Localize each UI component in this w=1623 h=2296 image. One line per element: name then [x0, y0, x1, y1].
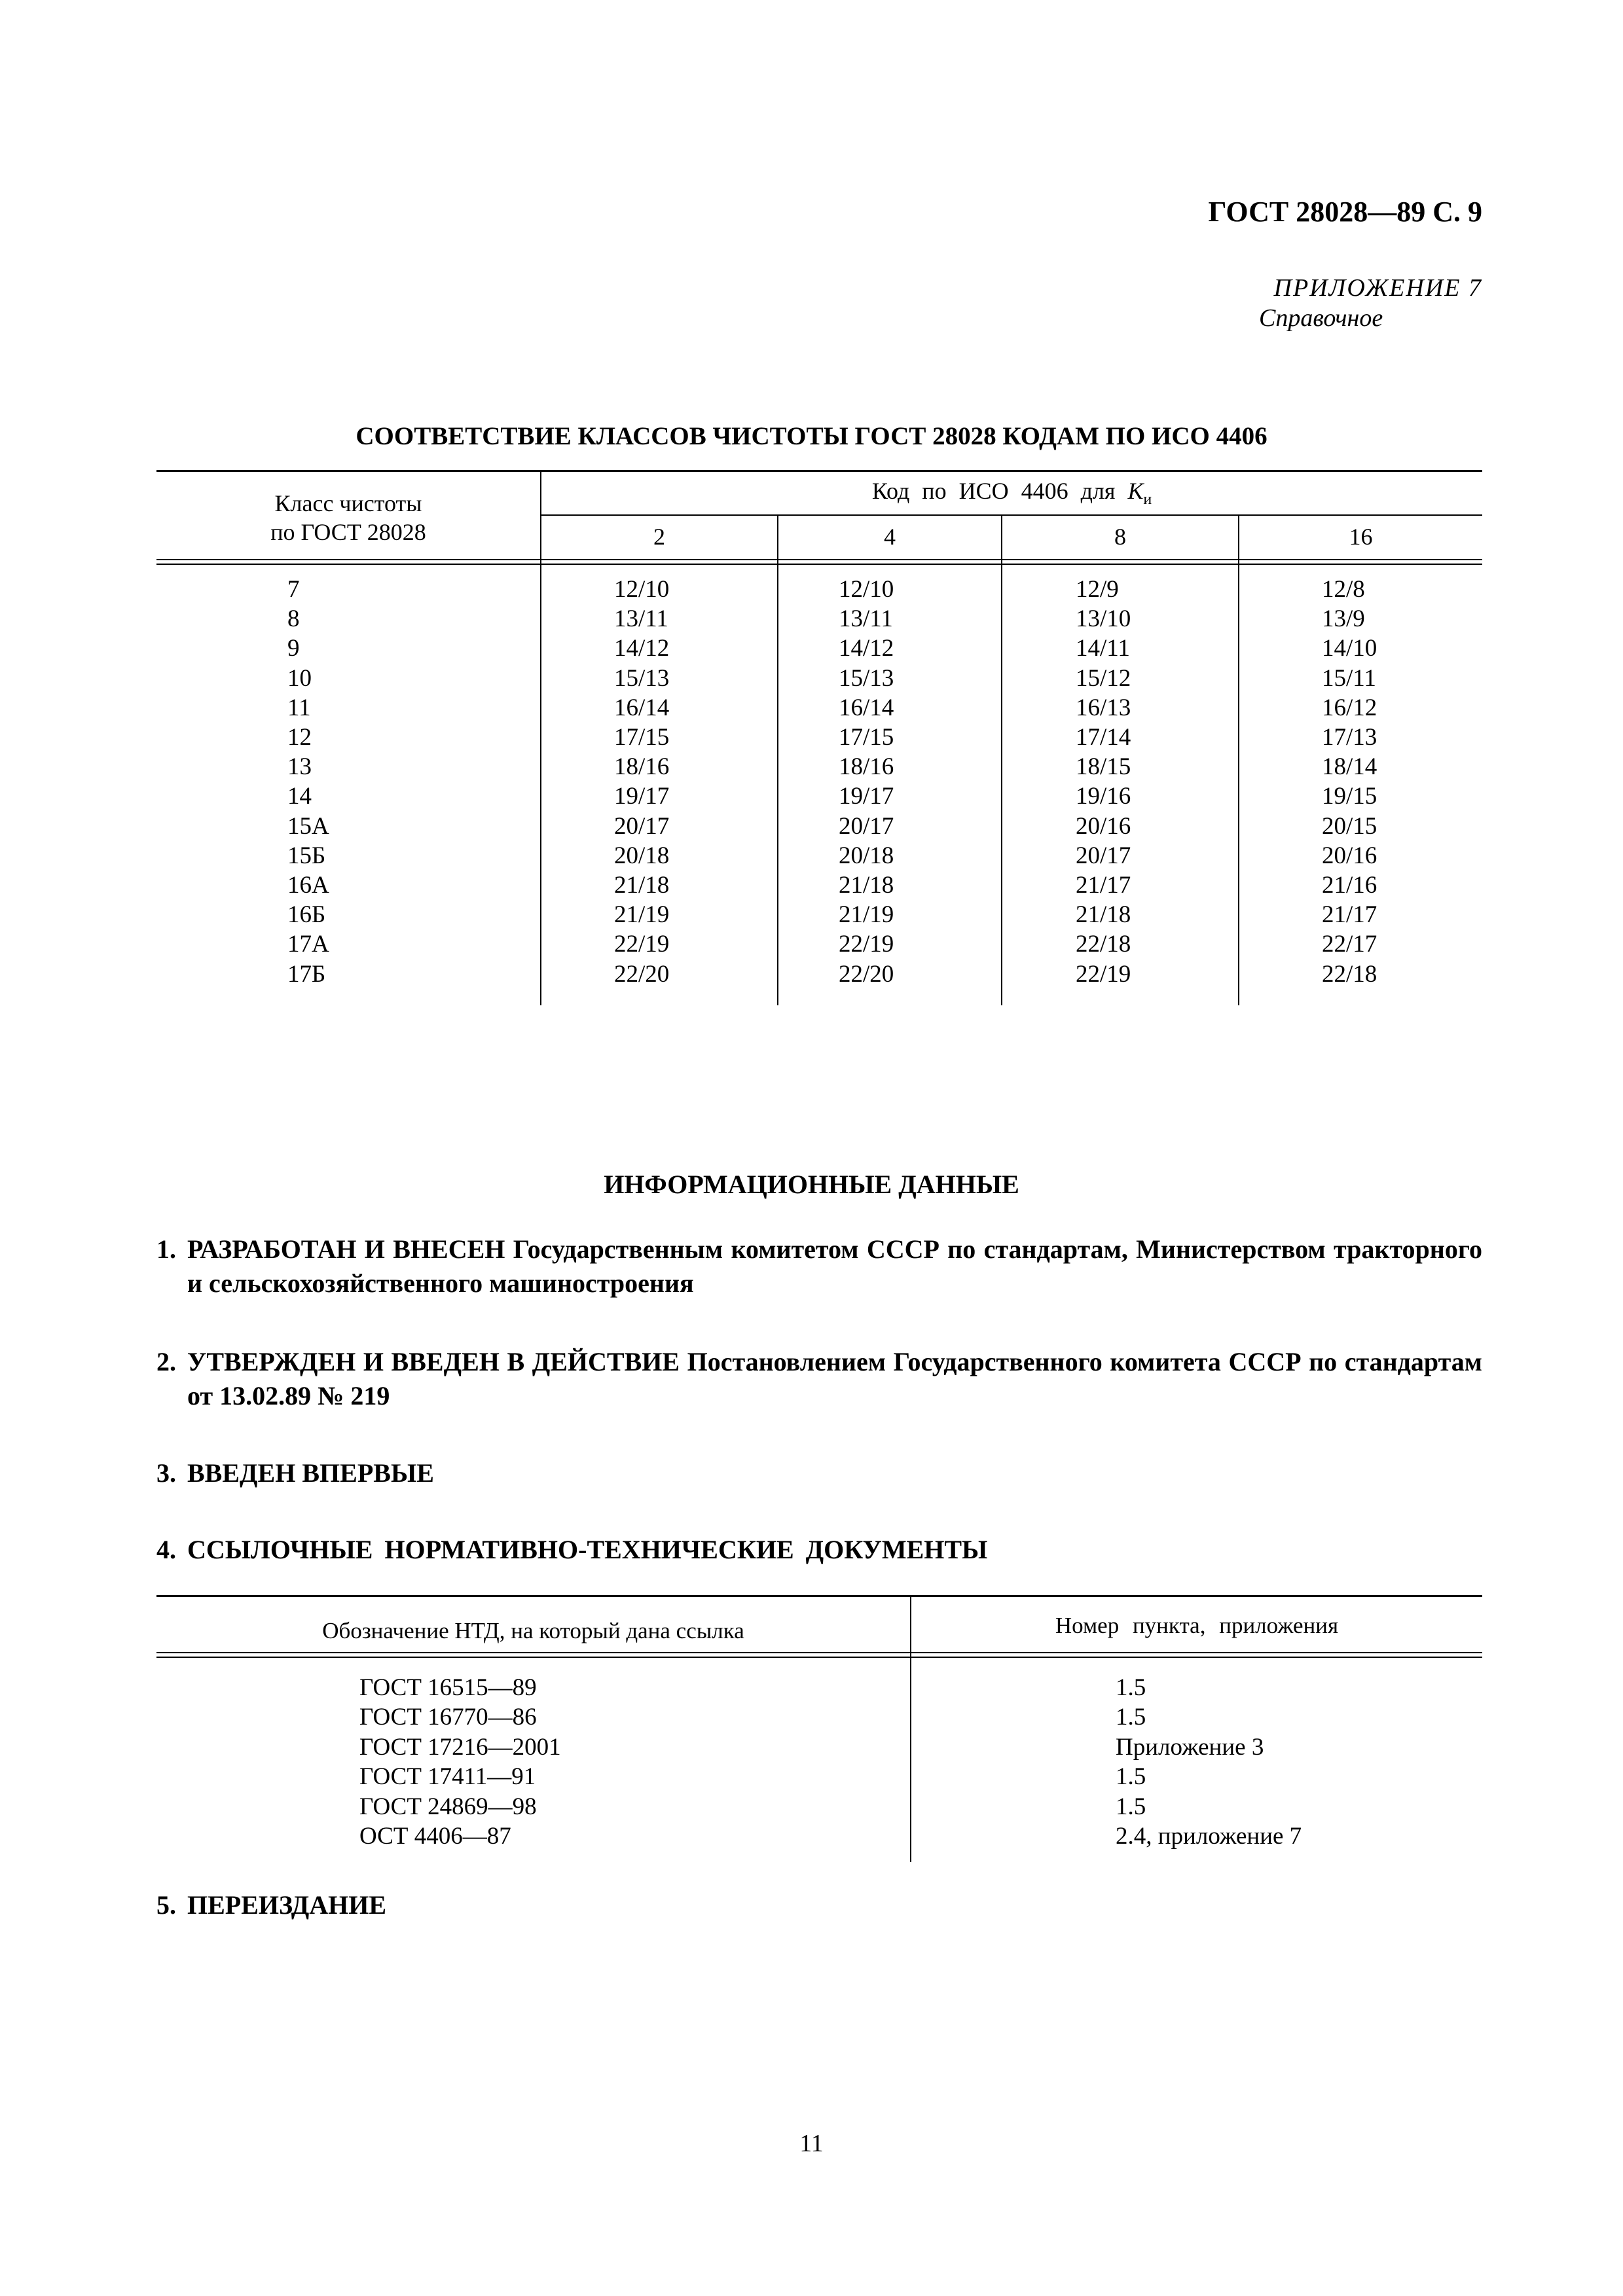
iso-code-cell: 12/10 [839, 576, 894, 603]
iso-code-cell: 13/11 [839, 605, 893, 633]
iso-code-cell: 17/13 [1322, 724, 1377, 751]
iso-code-cell: 15/13 [839, 664, 894, 692]
iso-code-cell: 16/13 [1076, 694, 1131, 721]
info-item-5-number: 5. [156, 1890, 176, 1920]
iso-code-cell: 18/16 [614, 753, 670, 781]
code-column-k8 [1076, 575, 1131, 989]
info-item-2-text: УТВЕРЖДЕН И ВВЕДЕН В ДЕЙСТВИЕ Постановлением Государственного комитета СССР по стандартам от 13.02.89 № 219 [187, 1347, 1482, 1410]
table1-title: СООТВЕТСТВИЕ КЛАССОВ ЧИСТОТЫ ГОСТ 28028 КОДАМ ПО ИСО 4406 [356, 422, 1267, 450]
appendix-type: Справочное [1259, 304, 1383, 332]
iso-code-cell: 21/16 [1322, 872, 1377, 899]
ntd-designation-cell: ГОСТ 24869—98 [359, 1793, 537, 1820]
table2-header-separator-1 [156, 1652, 1482, 1653]
iso-code-cell: 19/17 [614, 783, 670, 810]
iso-code-cell: 21/19 [839, 901, 894, 929]
iso-code-cell: 22/19 [839, 931, 894, 958]
iso-code-cell: 21/18 [839, 872, 894, 899]
table1-vline-1 [777, 514, 778, 1005]
info-item-1-number: 1. [156, 1234, 176, 1264]
iso-code-cell: 17/15 [614, 724, 670, 751]
iso-code-cell: 15/12 [1076, 664, 1131, 692]
iso-code-cell: 13/10 [1076, 605, 1131, 633]
iso-code-cell: 13/9 [1322, 605, 1365, 633]
ntd-designation-column [359, 1673, 561, 1851]
iso-code-cell: 12/9 [1076, 576, 1119, 603]
table2-col0-header: Обозначение НТД, на который дана ссылка [322, 1618, 744, 1643]
clause-number-cell: 2.4, приложение 7 [1116, 1823, 1302, 1850]
iso-code-cell: 19/15 [1322, 783, 1377, 810]
info-item-2-number: 2. [156, 1347, 176, 1376]
iso-code-cell: 20/16 [1322, 842, 1377, 869]
purity-class-cell: 14 [287, 783, 312, 810]
ntd-designation-cell: ГОСТ 16515—89 [359, 1674, 537, 1701]
table1-col0-header [156, 489, 540, 547]
info-section-title: ИНФОРМАЦИОННЫЕ ДАННЫЕ [604, 1170, 1019, 1199]
k-subscript: и [1143, 491, 1152, 509]
iso-code-cell: 18/15 [1076, 753, 1131, 781]
k-value-4: 4 [884, 524, 896, 550]
iso-code-cell: 21/18 [614, 872, 670, 899]
table1-top-border [156, 470, 1482, 472]
ntd-designation-cell: ОСТ 4406—87 [359, 1823, 511, 1850]
iso-code-cell: 17/14 [1076, 724, 1131, 751]
info-item-2 [156, 1345, 1482, 1413]
iso-code-cell: 21/17 [1076, 872, 1131, 899]
reference-documents-table [156, 1595, 1482, 1862]
iso-code-cell: 22/18 [1076, 931, 1131, 958]
clause-number-cell: 1.5 [1116, 1793, 1146, 1820]
purity-class-cell: 9 [287, 635, 300, 662]
iso-code-cell: 17/15 [839, 724, 894, 751]
purity-class-table [156, 470, 1482, 1005]
purity-class-cell: 11 [287, 694, 311, 721]
info-item-5-text: ПЕРЕИЗДАНИЕ [187, 1890, 387, 1920]
iso-code-cell: 20/15 [1322, 812, 1377, 840]
iso-code-cell: 20/16 [1076, 812, 1131, 840]
clause-number-cell: 1.5 [1116, 1674, 1146, 1701]
purity-class-cell: 13 [287, 753, 312, 781]
purity-class-cell: 15Б [287, 842, 326, 869]
k-value-16: 16 [1349, 524, 1373, 550]
info-item-4-number: 4. [156, 1535, 176, 1564]
table1-header-separator-2 [156, 564, 1482, 565]
iso-code-cell: 13/11 [614, 605, 668, 633]
clause-number-cell: 1.5 [1116, 1763, 1146, 1791]
iso-code-cell: 22/20 [839, 960, 894, 988]
info-item-3-number: 3. [156, 1458, 176, 1488]
info-item-3-text: ВВЕДЕН ВПЕРВЫЕ [187, 1458, 434, 1488]
code-column-k16 [1322, 575, 1377, 989]
iso-code-cell: 18/16 [839, 753, 894, 781]
purity-class-cell: 16А [287, 872, 329, 899]
iso-code-cell: 14/11 [1076, 635, 1130, 662]
table1-header-separator-1 [156, 559, 1482, 560]
purity-class-cell: 17А [287, 931, 329, 958]
table1-group-header-text: Код по ИСО 4406 для [871, 478, 1116, 504]
info-item-4-text: ССЫЛОЧНЫЕ НОРМАТИВНО-ТЕХНИЧЕСКИЕ ДОКУМЕНТЫ [187, 1535, 988, 1564]
purity-class-cell: 17Б [287, 960, 326, 988]
iso-code-cell: 14/12 [839, 635, 894, 662]
iso-code-cell: 21/18 [1076, 901, 1131, 929]
k-value-8: 8 [1114, 524, 1126, 550]
table1-col0-header-line1: Класс чистоты [274, 490, 422, 516]
code-column-k4 [839, 575, 894, 989]
k-symbol: К [1127, 478, 1144, 504]
iso-code-cell: 20/17 [839, 812, 894, 840]
purity-class-cell: 10 [287, 664, 312, 692]
iso-code-cell: 19/17 [839, 783, 894, 810]
iso-code-cell: 15/13 [614, 664, 670, 692]
info-item-1 [156, 1232, 1482, 1300]
table1-col0-header-line2: по ГОСТ 28028 [270, 519, 426, 545]
table1-group-header [541, 476, 1482, 514]
iso-code-cell: 20/17 [1076, 842, 1131, 869]
purity-class-cell: 7 [287, 576, 300, 603]
iso-code-cell: 21/17 [1322, 901, 1377, 929]
k-value-2: 2 [653, 524, 665, 550]
iso-code-cell: 22/19 [614, 931, 670, 958]
iso-code-cell: 16/14 [839, 694, 894, 721]
purity-class-cell: 16Б [287, 901, 326, 929]
table1-vline-3 [1238, 514, 1239, 1005]
info-item-3 [156, 1456, 1482, 1490]
clause-number-column [1116, 1673, 1302, 1851]
iso-code-cell: 14/12 [614, 635, 670, 662]
code-column-k2 [614, 575, 669, 989]
iso-code-cell: 22/20 [614, 960, 670, 988]
ntd-designation-cell: ГОСТ 16770—86 [359, 1704, 537, 1731]
iso-code-cell: 20/18 [839, 842, 894, 869]
purity-class-column [287, 575, 329, 989]
table2-top-border [156, 1595, 1482, 1597]
table2-col1-header: Номер пункта, приложения [1055, 1613, 1339, 1638]
table1-subheader-line [541, 514, 1482, 516]
iso-code-cell: 18/14 [1322, 753, 1377, 781]
clause-number-cell: Приложение 3 [1116, 1733, 1264, 1761]
iso-code-cell: 12/8 [1322, 576, 1365, 603]
iso-code-cell: 15/11 [1322, 664, 1376, 692]
iso-code-cell: 20/18 [614, 842, 670, 869]
clause-number-cell: 1.5 [1116, 1704, 1146, 1731]
iso-code-cell: 19/16 [1076, 783, 1131, 810]
table2-header-separator-2 [156, 1657, 1482, 1658]
purity-class-cell: 12 [287, 724, 312, 751]
iso-code-cell: 22/19 [1076, 960, 1131, 988]
info-item-5 [156, 1888, 1482, 1922]
iso-code-cell: 12/10 [614, 576, 670, 603]
table1-vline-2 [1001, 514, 1002, 1005]
info-item-4 [156, 1533, 1482, 1567]
iso-code-cell: 22/17 [1322, 931, 1377, 958]
document-code: ГОСТ 28028—89 С. 9 [1208, 196, 1482, 228]
iso-code-cell: 20/17 [614, 812, 670, 840]
purity-class-cell: 8 [287, 605, 300, 633]
iso-code-cell: 16/12 [1322, 694, 1377, 721]
iso-code-cell: 21/19 [614, 901, 670, 929]
page-number: 11 [799, 2130, 824, 2157]
ntd-designation-cell: ГОСТ 17411—91 [359, 1763, 536, 1791]
iso-code-cell: 14/10 [1322, 635, 1377, 662]
appendix-label: ПРИЛОЖЕНИЕ 7 [1273, 274, 1482, 302]
purity-class-cell: 15А [287, 812, 329, 840]
info-item-1-text: РАЗРАБОТАН И ВНЕСЕН Государственным комитетом СССР по стандартам, Министерством тракторного и сельскохозяйственного машиностроения [187, 1234, 1482, 1298]
iso-code-cell: 16/14 [614, 694, 670, 721]
ntd-designation-cell: ГОСТ 17216—2001 [359, 1733, 561, 1761]
iso-code-cell: 22/18 [1322, 960, 1377, 988]
